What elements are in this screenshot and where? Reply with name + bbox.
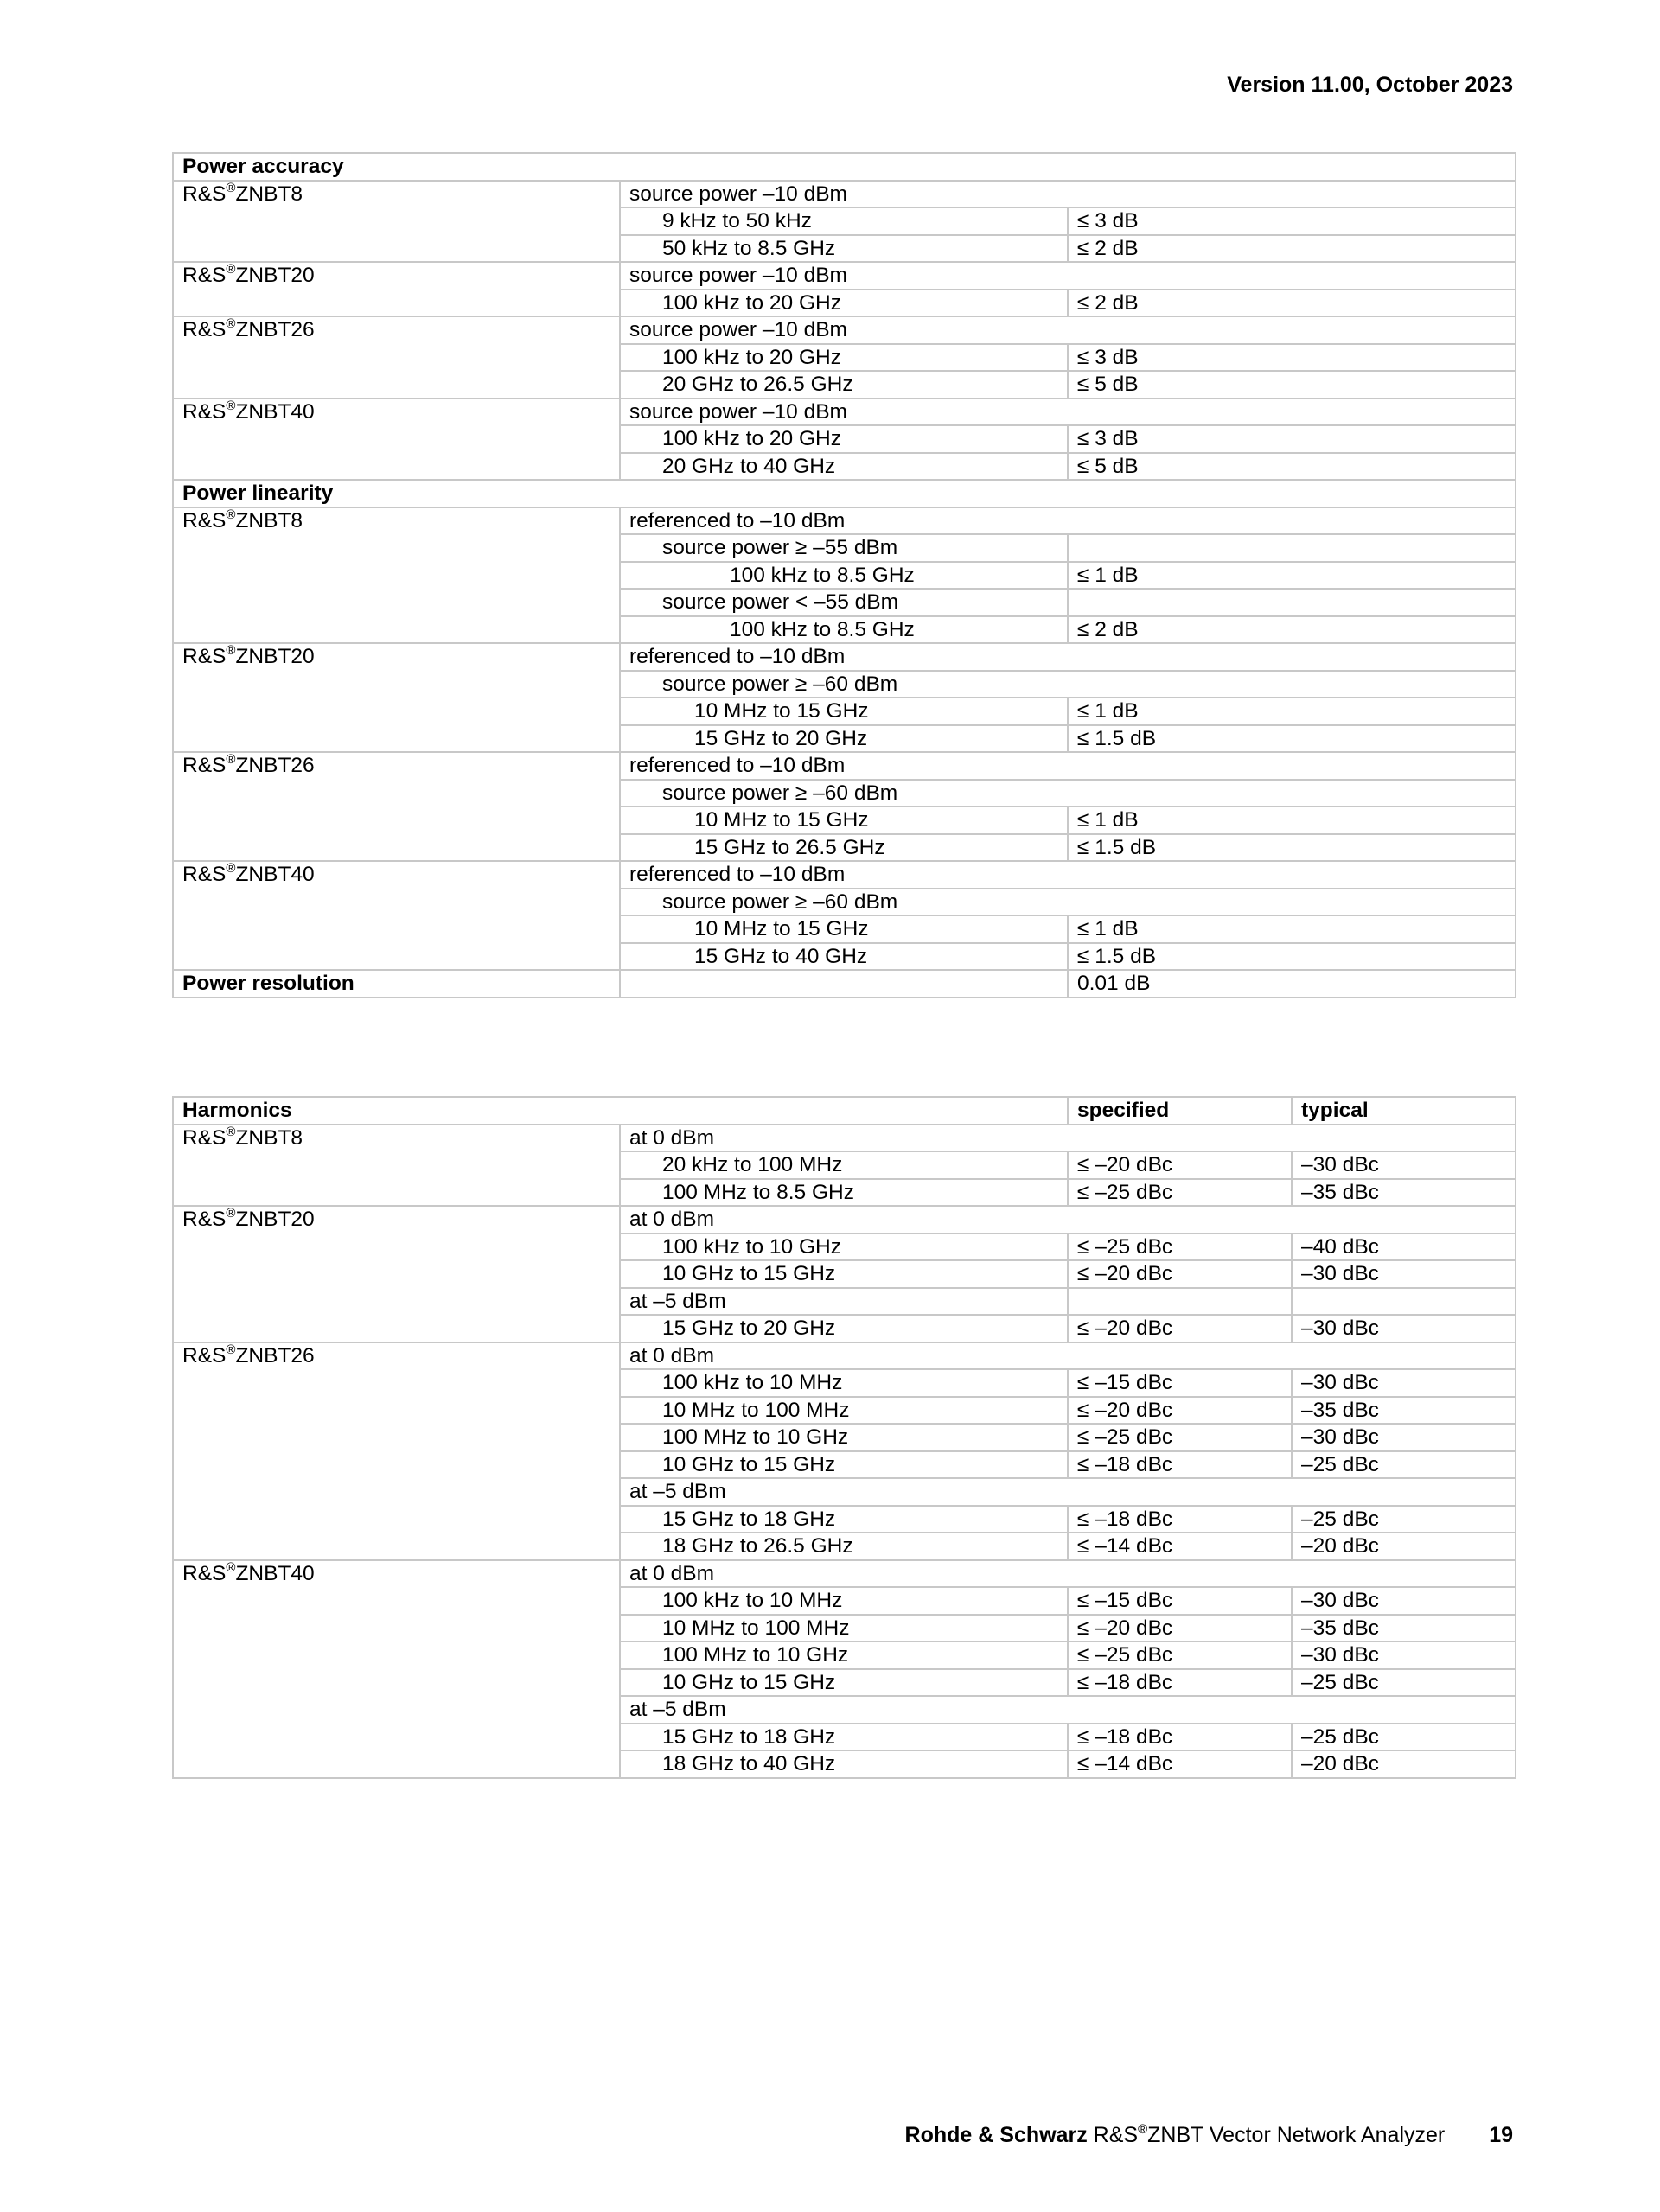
spec-typical: –30 dBc bbox=[1292, 1315, 1516, 1342]
frequency-range: 10 MHz to 100 MHz bbox=[620, 1397, 1068, 1425]
harmonics-table bbox=[172, 1096, 1516, 1779]
table-row bbox=[173, 425, 1516, 453]
table-row bbox=[173, 1179, 1516, 1207]
frequency-range: 9 kHz to 50 kHz bbox=[620, 207, 1068, 235]
spec-typical: –30 dBc bbox=[1292, 1151, 1516, 1179]
condition: referenced to –10 dBm bbox=[620, 643, 1516, 671]
spec-specified: ≤ –25 dBc bbox=[1068, 1179, 1292, 1207]
spec-value: ≤ 5 dB bbox=[1068, 453, 1516, 481]
model-name: R&S®ZNBT40 bbox=[173, 1560, 620, 1588]
table-row bbox=[173, 262, 1516, 290]
frequency-range: 10 MHz to 15 GHz bbox=[620, 806, 1068, 834]
table-row bbox=[173, 698, 1516, 725]
table-row bbox=[173, 1506, 1516, 1533]
spec-specified: ≤ –18 dBc bbox=[1068, 1724, 1292, 1751]
table-row bbox=[173, 1641, 1516, 1669]
section-title: Power resolution bbox=[173, 970, 620, 998]
spec-typical: –25 dBc bbox=[1292, 1451, 1516, 1479]
condition: referenced to –10 dBm bbox=[620, 507, 1516, 535]
condition: source power –10 dBm bbox=[620, 398, 1516, 426]
spec-specified: ≤ –18 dBc bbox=[1068, 1451, 1292, 1479]
model-name: R&S®ZNBT20 bbox=[173, 262, 620, 290]
page-number: 19 bbox=[1489, 2123, 1513, 2147]
condition: at 0 dBm bbox=[620, 1342, 1516, 1370]
frequency-range: 18 GHz to 40 GHz bbox=[620, 1750, 1068, 1778]
table-row bbox=[173, 1260, 1516, 1288]
table-row bbox=[173, 806, 1516, 834]
model-name: R&S®ZNBT8 bbox=[173, 1125, 620, 1152]
frequency-range: 100 kHz to 20 GHz bbox=[620, 425, 1068, 453]
table-row bbox=[173, 235, 1516, 263]
spec-typical: –20 dBc bbox=[1292, 1533, 1516, 1560]
section-header-row bbox=[173, 480, 1516, 507]
spec-value: ≤ 5 dB bbox=[1068, 371, 1516, 398]
spec-value: ≤ 1 dB bbox=[1068, 698, 1516, 725]
table-row bbox=[173, 943, 1516, 971]
spec-value: ≤ 3 dB bbox=[1068, 344, 1516, 372]
spec-typical: –25 dBc bbox=[1292, 1506, 1516, 1533]
model-name: R&S®ZNBT40 bbox=[173, 861, 620, 889]
condition: source power –10 dBm bbox=[620, 262, 1516, 290]
spec-specified: ≤ –20 dBc bbox=[1068, 1615, 1292, 1642]
table-row bbox=[173, 1560, 1516, 1588]
condition: at 0 dBm bbox=[620, 1206, 1516, 1233]
spec-specified: ≤ –20 dBc bbox=[1068, 1151, 1292, 1179]
document-version: Version 11.00, October 2023 bbox=[1227, 73, 1513, 97]
table-row bbox=[173, 861, 1516, 889]
spec-value: ≤ 1.5 dB bbox=[1068, 834, 1516, 862]
spec-typical: –30 dBc bbox=[1292, 1641, 1516, 1669]
table-row bbox=[173, 1615, 1516, 1642]
condition: source power ≥ –60 dBm bbox=[620, 889, 1516, 916]
footer-product: R&S®ZNBT Vector Network Analyzer bbox=[1093, 2122, 1446, 2147]
section-title: Harmonics bbox=[173, 1097, 1068, 1125]
section-title: Power linearity bbox=[173, 480, 1516, 507]
spec-specified: ≤ –25 dBc bbox=[1068, 1233, 1292, 1261]
table-row bbox=[173, 889, 1516, 916]
frequency-range: 10 MHz to 15 GHz bbox=[620, 698, 1068, 725]
frequency-range: 10 MHz to 100 MHz bbox=[620, 1615, 1068, 1642]
spec-value: ≤ 1 dB bbox=[1068, 806, 1516, 834]
table-row bbox=[173, 752, 1516, 780]
spec-specified: ≤ –14 dBc bbox=[1068, 1533, 1292, 1560]
table-row bbox=[173, 1397, 1516, 1425]
spec-value: ≤ 1 dB bbox=[1068, 562, 1516, 590]
model-name: R&S®ZNBT8 bbox=[173, 507, 620, 535]
spec-specified: ≤ –15 dBc bbox=[1068, 1369, 1292, 1397]
spec-specified: ≤ –20 dBc bbox=[1068, 1260, 1292, 1288]
frequency-range: 10 GHz to 15 GHz bbox=[620, 1669, 1068, 1697]
footer-brand: Rohde & Schwarz bbox=[904, 2123, 1088, 2147]
table-row bbox=[173, 453, 1516, 481]
spec-specified: ≤ –18 dBc bbox=[1068, 1506, 1292, 1533]
condition: at –5 dBm bbox=[620, 1478, 1516, 1506]
table-row bbox=[173, 344, 1516, 372]
table-row bbox=[173, 398, 1516, 426]
table-row bbox=[173, 1750, 1516, 1778]
condition: referenced to –10 dBm bbox=[620, 861, 1516, 889]
frequency-range: 15 GHz to 20 GHz bbox=[620, 1315, 1068, 1342]
spec-typical: –30 dBc bbox=[1292, 1260, 1516, 1288]
frequency-range: 100 kHz to 10 MHz bbox=[620, 1369, 1068, 1397]
table-row bbox=[173, 780, 1516, 807]
frequency-range: 15 GHz to 18 GHz bbox=[620, 1506, 1068, 1533]
condition: referenced to –10 dBm bbox=[620, 752, 1516, 780]
frequency-range: 50 kHz to 8.5 GHz bbox=[620, 235, 1068, 263]
condition: source power –10 dBm bbox=[620, 181, 1516, 208]
table-row bbox=[173, 834, 1516, 862]
spec-value: ≤ 1.5 dB bbox=[1068, 943, 1516, 971]
table-row bbox=[173, 1669, 1516, 1697]
condition: at –5 dBm bbox=[620, 1696, 1516, 1724]
table-row bbox=[173, 507, 1516, 535]
frequency-range: 100 kHz to 8.5 GHz bbox=[620, 616, 1068, 644]
frequency-range: 100 MHz to 10 GHz bbox=[620, 1641, 1068, 1669]
frequency-range: 100 kHz to 8.5 GHz bbox=[620, 562, 1068, 590]
frequency-range: 15 GHz to 18 GHz bbox=[620, 1724, 1068, 1751]
model-name: R&S®ZNBT20 bbox=[173, 643, 620, 671]
model-name: R&S®ZNBT26 bbox=[173, 316, 620, 344]
spec-specified: ≤ –18 dBc bbox=[1068, 1669, 1292, 1697]
spec-value: 0.01 dB bbox=[1068, 970, 1516, 998]
frequency-range: 10 GHz to 15 GHz bbox=[620, 1451, 1068, 1479]
spec-value: ≤ 2 dB bbox=[1068, 616, 1516, 644]
table-row bbox=[173, 316, 1516, 344]
spec-typical: –35 dBc bbox=[1292, 1615, 1516, 1642]
spec-specified: ≤ –25 dBc bbox=[1068, 1641, 1292, 1669]
power-spec-table bbox=[172, 152, 1516, 998]
frequency-range: 100 kHz to 10 MHz bbox=[620, 1587, 1068, 1615]
table-row bbox=[173, 616, 1516, 644]
frequency-range: 100 kHz to 20 GHz bbox=[620, 290, 1068, 317]
table-row bbox=[173, 1724, 1516, 1751]
table-row bbox=[173, 1233, 1516, 1261]
spec-typical: –35 dBc bbox=[1292, 1179, 1516, 1207]
spec-typical: –35 dBc bbox=[1292, 1397, 1516, 1425]
table-row bbox=[173, 1125, 1516, 1152]
table-row bbox=[173, 1288, 1516, 1316]
frequency-range: 100 kHz to 20 GHz bbox=[620, 344, 1068, 372]
table-row bbox=[173, 1206, 1516, 1233]
table-row bbox=[173, 1424, 1516, 1451]
table-row bbox=[173, 562, 1516, 590]
frequency-range: 100 MHz to 10 GHz bbox=[620, 1424, 1068, 1451]
table-row bbox=[173, 1478, 1516, 1506]
frequency-range: 100 kHz to 10 GHz bbox=[620, 1233, 1068, 1261]
section-title: Power accuracy bbox=[173, 153, 1516, 181]
condition: at –5 dBm bbox=[620, 1288, 1068, 1316]
spec-value: ≤ 2 dB bbox=[1068, 290, 1516, 317]
spec-specified: ≤ –25 dBc bbox=[1068, 1424, 1292, 1451]
frequency-range: 15 GHz to 26.5 GHz bbox=[620, 834, 1068, 862]
spec-typical: –20 dBc bbox=[1292, 1750, 1516, 1778]
frequency-range: 20 GHz to 26.5 GHz bbox=[620, 371, 1068, 398]
spec-value: ≤ 1 dB bbox=[1068, 915, 1516, 943]
condition: source power ≥ –60 dBm bbox=[620, 780, 1516, 807]
frequency-range: 20 kHz to 100 MHz bbox=[620, 1151, 1068, 1179]
table-row bbox=[173, 671, 1516, 698]
table-row bbox=[173, 643, 1516, 671]
table-row bbox=[173, 1533, 1516, 1560]
table-row bbox=[173, 1369, 1516, 1397]
table-row bbox=[173, 970, 1516, 998]
frequency-range: 10 MHz to 15 GHz bbox=[620, 915, 1068, 943]
frequency-range: 18 GHz to 26.5 GHz bbox=[620, 1533, 1068, 1560]
table-row bbox=[173, 1696, 1516, 1724]
spec-typical: –40 dBc bbox=[1292, 1233, 1516, 1261]
spec-value: ≤ 1.5 dB bbox=[1068, 725, 1516, 753]
frequency-range: 15 GHz to 20 GHz bbox=[620, 725, 1068, 753]
condition: at 0 dBm bbox=[620, 1125, 1516, 1152]
spec-typical: –25 dBc bbox=[1292, 1724, 1516, 1751]
table-row bbox=[173, 290, 1516, 317]
model-name: R&S®ZNBT40 bbox=[173, 398, 620, 426]
spec-specified: ≤ –20 dBc bbox=[1068, 1397, 1292, 1425]
table-row bbox=[173, 1315, 1516, 1342]
table-row bbox=[173, 534, 1516, 562]
table-row bbox=[173, 589, 1516, 616]
model-name: R&S®ZNBT8 bbox=[173, 181, 620, 208]
model-name: R&S®ZNBT20 bbox=[173, 1206, 620, 1233]
model-name: R&S®ZNBT26 bbox=[173, 1342, 620, 1370]
condition: source power ≥ –55 dBm bbox=[620, 534, 1068, 562]
table-row bbox=[173, 725, 1516, 753]
table-row bbox=[173, 371, 1516, 398]
table-row bbox=[173, 1151, 1516, 1179]
model-name: R&S®ZNBT26 bbox=[173, 752, 620, 780]
spec-specified: ≤ –15 dBc bbox=[1068, 1587, 1292, 1615]
condition: source power ≥ –60 dBm bbox=[620, 671, 1516, 698]
frequency-range: 20 GHz to 40 GHz bbox=[620, 453, 1068, 481]
spec-typical: –30 dBc bbox=[1292, 1424, 1516, 1451]
table-row bbox=[173, 207, 1516, 235]
table-row bbox=[173, 1451, 1516, 1479]
frequency-range: 15 GHz to 40 GHz bbox=[620, 943, 1068, 971]
spec-value: ≤ 2 dB bbox=[1068, 235, 1516, 263]
column-header: specified bbox=[1068, 1097, 1292, 1125]
spec-specified: ≤ –14 dBc bbox=[1068, 1750, 1292, 1778]
table-row bbox=[173, 1587, 1516, 1615]
spec-value: ≤ 3 dB bbox=[1068, 207, 1516, 235]
column-header: typical bbox=[1292, 1097, 1516, 1125]
section-header-row bbox=[173, 153, 1516, 181]
condition: source power –10 dBm bbox=[620, 316, 1516, 344]
condition: at 0 dBm bbox=[620, 1560, 1516, 1588]
spec-typical: –30 dBc bbox=[1292, 1587, 1516, 1615]
table-row bbox=[173, 915, 1516, 943]
frequency-range: 10 GHz to 15 GHz bbox=[620, 1260, 1068, 1288]
table-row bbox=[173, 181, 1516, 208]
condition: source power < –55 dBm bbox=[620, 589, 1068, 616]
page-footer bbox=[905, 2123, 1513, 2148]
spec-value: ≤ 3 dB bbox=[1068, 425, 1516, 453]
spec-specified: ≤ –20 dBc bbox=[1068, 1315, 1292, 1342]
spec-typical: –30 dBc bbox=[1292, 1369, 1516, 1397]
table-row bbox=[173, 1342, 1516, 1370]
spec-typical: –25 dBc bbox=[1292, 1669, 1516, 1697]
table-header-row bbox=[173, 1097, 1516, 1125]
frequency-range: 100 MHz to 8.5 GHz bbox=[620, 1179, 1068, 1207]
